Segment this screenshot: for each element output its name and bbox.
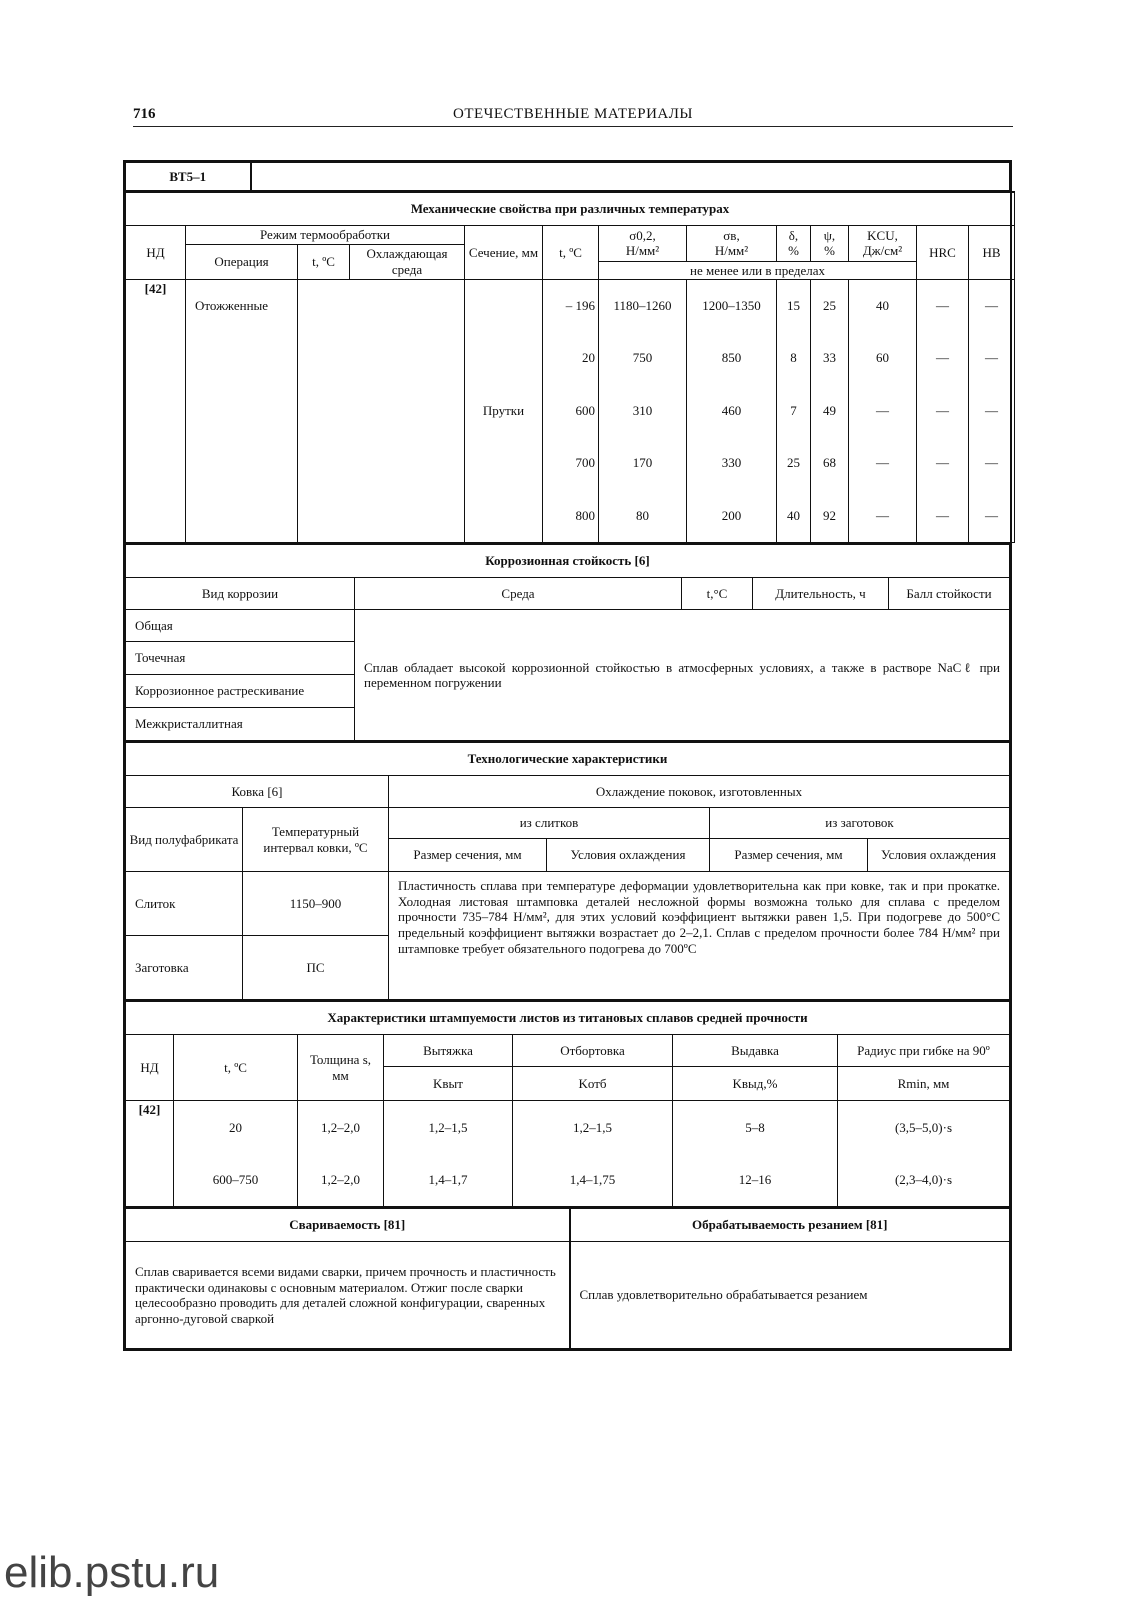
mech-s02: 310 <box>599 385 687 437</box>
h-semi: Вид полуфабриката <box>126 808 243 872</box>
mech-s02: 170 <box>599 437 687 490</box>
mech-sv: 460 <box>687 385 777 437</box>
h-interval: Температурный интервал ковки, ºС <box>243 808 389 872</box>
tech-semi: Заготовка <box>126 936 243 1000</box>
stamp-draw: 1,4–1,7 <box>384 1154 513 1207</box>
mech-hb: — <box>969 385 1015 437</box>
mech-t: – 196 <box>543 280 599 332</box>
h-blanks: из заготовок <box>710 808 1010 839</box>
h-cooling: Охлаждение поковок, изготовленных <box>389 776 1010 808</box>
h-corr-score: Балл стойкости <box>889 578 1010 610</box>
h-corr-dur: Длительность, ч <box>753 578 889 610</box>
h-bulge: Выдавка <box>673 1035 838 1067</box>
grade-label: ВТ5–1 <box>126 163 251 191</box>
h-t-mode: t, ºС <box>298 244 350 280</box>
corr-type: Общая <box>126 610 355 642</box>
h-cond2: Условия охлаждения <box>868 839 1010 872</box>
h-t: t, ºС <box>543 226 599 280</box>
h-ingots: из слитков <box>389 808 710 839</box>
stamp-radius: (2,3–4,0)·s <box>838 1154 1010 1207</box>
mech-t: 800 <box>543 490 599 543</box>
h-radius: Радиус при гибке на 90º <box>838 1035 1010 1067</box>
tech-semi: Слиток <box>126 872 243 936</box>
mech-delta: 40 <box>777 490 811 543</box>
h-stamp-t: t, ºС <box>174 1035 298 1101</box>
mech-psi: 49 <box>811 385 849 437</box>
h-draw: Вытяжка <box>384 1035 513 1067</box>
mech-s02: 1180–1260 <box>599 280 687 332</box>
h-stamp-thick: Толщина s, мм <box>298 1035 384 1101</box>
mech-s02: 750 <box>599 332 687 385</box>
mech-hb: — <box>969 332 1015 385</box>
stamp-t: 600–750 <box>174 1154 298 1207</box>
h-forging: Ковка [6] <box>126 776 389 808</box>
h-corr-type: Вид коррозии <box>126 578 355 610</box>
machin-title: Обрабатываемость резанием [81] <box>570 1208 1010 1242</box>
mech-t: 700 <box>543 437 599 490</box>
mechanical-title: Механические свойства при различных температурах <box>126 192 1015 226</box>
mech-delta: 25 <box>777 437 811 490</box>
tech-table <box>125 741 1010 1000</box>
mech-hrc: — <box>917 437 969 490</box>
h-s02: σ0,2, Н/мм² <box>599 226 687 262</box>
stamp-s: 1,2–2,0 <box>298 1154 384 1207</box>
h-operation: Операция <box>186 244 298 280</box>
h-nd: НД <box>126 226 186 280</box>
mech-section: Прутки <box>465 280 543 543</box>
mech-hb: — <box>969 490 1015 543</box>
h-cond1: Условия охлаждения <box>547 839 710 872</box>
page-header <box>133 106 1013 127</box>
mech-sv: 330 <box>687 437 777 490</box>
h-kflange: Kотб <box>513 1067 673 1101</box>
mech-hrc: — <box>917 280 969 332</box>
mech-sv: 200 <box>687 490 777 543</box>
h-size1: Размер сечения, мм <box>389 839 547 872</box>
h-kdraw: Kвыт <box>384 1067 513 1101</box>
mech-sv: 850 <box>687 332 777 385</box>
stamp-flange: 1,4–1,75 <box>513 1154 673 1207</box>
h-note: не менее или в пределах <box>599 261 917 280</box>
mech-psi: 25 <box>811 280 849 332</box>
mech-hrc: — <box>917 385 969 437</box>
mech-hb: — <box>969 437 1015 490</box>
mech-delta: 8 <box>777 332 811 385</box>
mech-psi: 92 <box>811 490 849 543</box>
mech-kcu: — <box>849 490 917 543</box>
mech-t-mode <box>298 280 350 543</box>
corrosion-title: Коррозионная стойкость [6] <box>126 544 1010 578</box>
mech-sv: 1200–1350 <box>687 280 777 332</box>
mech-delta: 7 <box>777 385 811 437</box>
h-psi: ψ, % <box>811 226 849 262</box>
stamp-draw: 1,2–1,5 <box>384 1101 513 1154</box>
mech-t: 600 <box>543 385 599 437</box>
grade-empty <box>251 163 1010 191</box>
mech-hrc: — <box>917 332 969 385</box>
h-delta: δ, % <box>777 226 811 262</box>
h-cool: Охлаждающая среда <box>350 244 465 280</box>
tech-interval: ПС <box>243 936 389 1000</box>
corr-type: Точечная <box>126 642 355 675</box>
mech-psi: 33 <box>811 332 849 385</box>
h-size2: Размер сечения, мм <box>710 839 868 872</box>
h-flange: Отбортовка <box>513 1035 673 1067</box>
mech-delta: 15 <box>777 280 811 332</box>
grade-table <box>125 162 1010 191</box>
weld-table <box>125 1207 1010 1349</box>
h-sv: σв, Н/мм² <box>687 226 777 262</box>
page-number: 716 <box>133 106 156 122</box>
stamp-table <box>125 1000 1010 1207</box>
stamp-s: 1,2–2,0 <box>298 1101 384 1154</box>
weld-title: Свариваемость [81] <box>126 1208 570 1242</box>
tech-text: Пластичность сплава при температуре деформации удовлетворительна как при ковке, так и при прокатке. Холодная листовая штамповка деталей несложной формы возможна только для сплава с пределом прочности 735–784 Н/мм², для этих условий коэффициент вытяжки равен 1,5. При подогреве до 500°С предельный коэффициент вытяжки возрастает до 2–2,1. Сплав с пределом прочности более 784 Н/мм² при штамповке требует обязательного подогрева до 700ºС <box>389 872 1010 1000</box>
tech-interval: 1150–900 <box>243 872 389 936</box>
stamp-radius: (3,5–5,0)·s <box>838 1101 1010 1154</box>
running-title: ОТЕЧЕСТВЕННЫЕ МАТЕРИАЛЫ <box>452 106 693 122</box>
corr-text: Сплав обладает высокой коррозионной стойкостью в атмосферных условиях, а также в растворе NaCℓ при переменном погружении <box>355 610 1010 741</box>
mech-kcu: — <box>849 437 917 490</box>
h-kcu: KCU, Дж/см² <box>849 226 917 262</box>
mechanical-table <box>125 191 1015 543</box>
h-kbulge: Kвыд,% <box>673 1067 838 1101</box>
mech-kcu: 60 <box>849 332 917 385</box>
stamp-title: Характеристики штампуемости листов из титановых сплавов средней прочности <box>126 1001 1010 1035</box>
h-rmin: Rmin, мм <box>838 1067 1010 1101</box>
watermark: elib.pstu.ru <box>4 1548 220 1597</box>
h-corr-env: Среда <box>355 578 682 610</box>
corr-type: Межкристаллитная <box>126 708 355 741</box>
weld-text: Сплав сваривается всеми видами сварки, причем прочность и пластичность практически одинаковы с основным материалом. Отжиг после сварки целесообразно проводить для деталей сложной конфигурации, сваренных аргонно-дуговой сваркой <box>126 1242 570 1349</box>
stamp-bulge: 5–8 <box>673 1101 838 1154</box>
mech-s02: 80 <box>599 490 687 543</box>
stamp-nd: [42] <box>126 1101 174 1207</box>
corr-type: Коррозионное растрескивание <box>126 675 355 708</box>
material-sheet <box>123 160 1012 1351</box>
h-corr-t: t,°С <box>682 578 753 610</box>
mech-kcu: 40 <box>849 280 917 332</box>
mech-cool <box>350 280 465 543</box>
mech-nd: [42] <box>126 280 186 543</box>
mech-kcu: — <box>849 385 917 437</box>
mech-operation: Отожженные <box>186 280 298 543</box>
stamp-t: 20 <box>174 1101 298 1154</box>
h-stamp-nd: НД <box>126 1035 174 1101</box>
h-hrc: HRC <box>917 226 969 280</box>
mech-psi: 68 <box>811 437 849 490</box>
stamp-flange: 1,2–1,5 <box>513 1101 673 1154</box>
h-mode: Режим термообработки <box>186 226 465 245</box>
stamp-bulge: 12–16 <box>673 1154 838 1207</box>
corrosion-table <box>125 543 1010 741</box>
h-hb: HB <box>969 226 1015 280</box>
mech-hb: — <box>969 280 1015 332</box>
mech-t: 20 <box>543 332 599 385</box>
h-section: Сечение, мм <box>465 226 543 280</box>
machin-text: Сплав удовлетворительно обрабатывается резанием <box>570 1242 1010 1349</box>
tech-title: Технологические характеристики <box>126 742 1010 776</box>
mech-hrc: — <box>917 490 969 543</box>
